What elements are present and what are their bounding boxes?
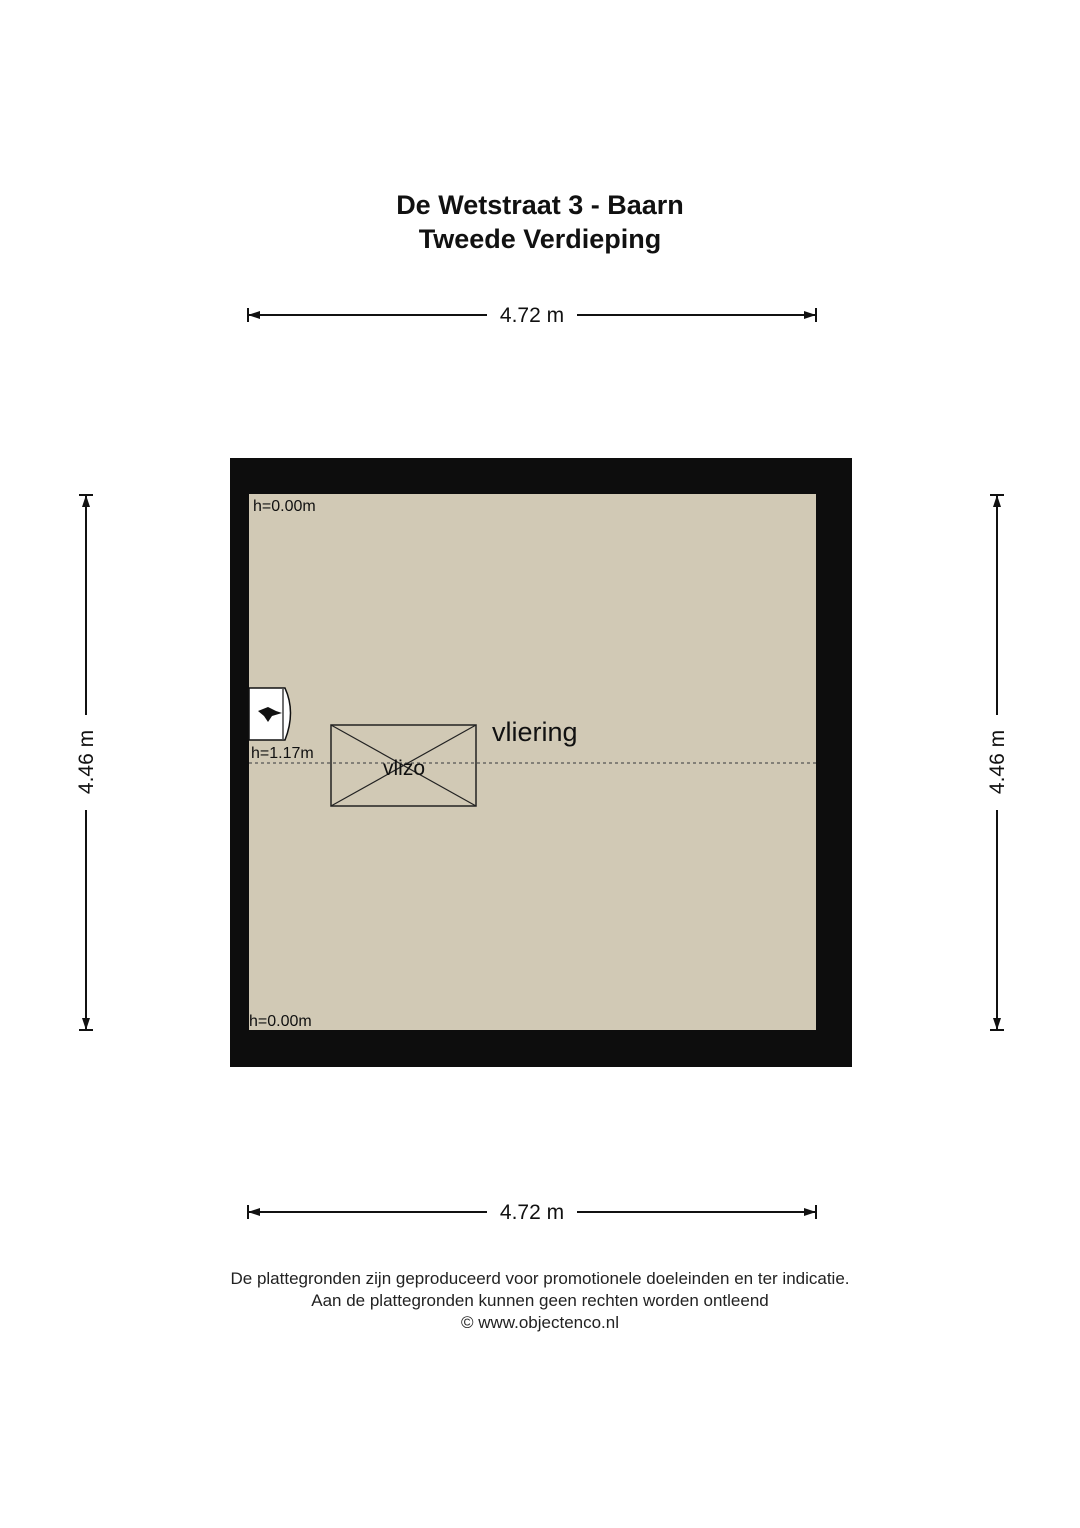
vlizo-label: vlizo [382,757,426,780]
dimension-bottom-label: 4.72 m [499,1201,565,1224]
dimension-right-label: 4.46 m [986,729,1009,795]
height-label-bottom: h=0.00m [249,1013,312,1030]
copyright: © www.objectenco.nl [460,1313,620,1332]
skylight-window-icon [249,688,291,740]
dimension-bottom [248,1201,816,1224]
attic-floor [249,494,816,1030]
dimension-left-label: 4.46 m [75,729,98,795]
dimension-top-label: 4.72 m [499,304,565,327]
disclaimer-line-1: De plattegronden zijn geproduceerd voor promotionele doeleinden en ter indicatie. [230,1269,850,1288]
disclaimer-line-2: Aan de plattegronden kunnen geen rechten worden ontleend [311,1291,769,1310]
dimension-right [986,495,1009,1030]
room-name-vliering: vliering [492,717,578,747]
height-label-middle: h=1.17m [251,745,314,762]
dimension-top [248,304,816,327]
page-title: De Wetstraat 3 - Baarn [396,190,684,220]
dimension-left [75,495,98,1030]
disclaimer [0,1268,1080,1334]
height-label-top: h=0.00m [253,498,316,515]
floor-name: Tweede Verdieping [418,224,662,254]
